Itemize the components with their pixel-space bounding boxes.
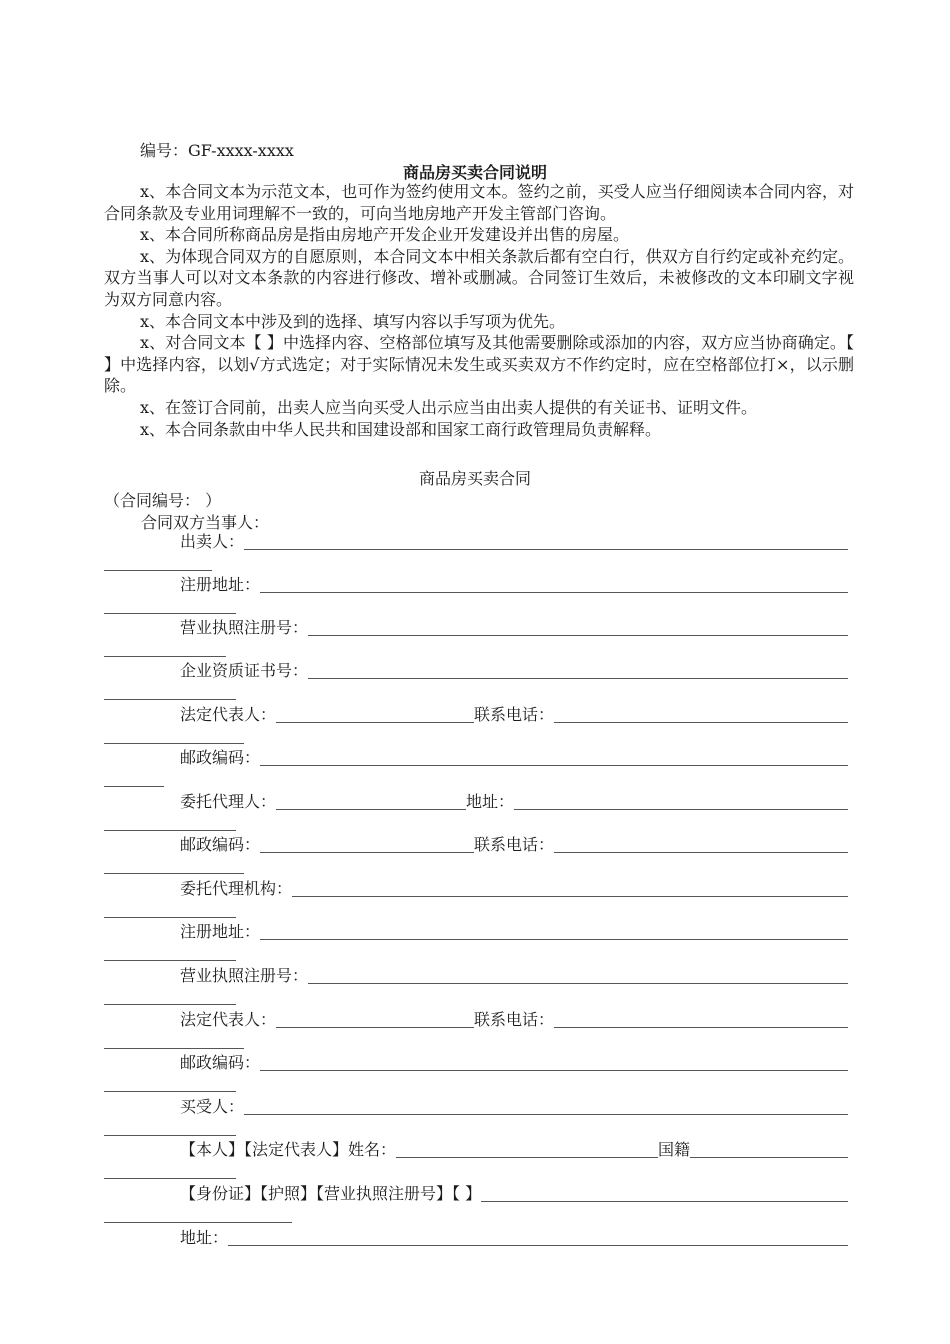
seller-legal-rep-label: 法定代表人： (180, 705, 277, 724)
buyer-name-input[interactable] (396, 1141, 658, 1158)
note-item: x、对合同文本【 】中选择内容、空格部位填写及其他需要删除或添加的内容，双方应当协商确定。【 】中选择内容，以划√方式选定；对于实际情况未发生或买卖双方不作约定时，应在空格部位打×，以示删除。 (104, 333, 854, 396)
seller-license-row (180, 616, 848, 638)
contract-number-field: （合同编号： ） (104, 491, 222, 510)
seller-agent-row (180, 790, 848, 812)
seller-agent-address-label: 地址： (466, 792, 515, 811)
agency-legal-rep-label: 法定代表人： (180, 1010, 277, 1029)
agency-reg-address-input[interactable] (260, 923, 848, 940)
seller-license-input[interactable] (308, 619, 848, 636)
document-number: 编号：GF-xxxx-xxxx (140, 141, 294, 160)
notes-section (104, 181, 854, 440)
seller-legal-rep-phone-label: 联系电话： (474, 705, 555, 724)
seller-label: 出卖人： (180, 532, 245, 551)
seller-qualification-row (180, 659, 848, 681)
buyer-nationality-input[interactable] (690, 1141, 848, 1158)
seller-legal-rep-phone-continuation[interactable] (104, 743, 244, 744)
seller-agent-address-input[interactable] (514, 793, 848, 810)
seller-postcode-label: 邮政编码： (180, 748, 261, 767)
buyer-nationality-label: 国籍 (658, 1140, 691, 1159)
agency-postcode-continuation[interactable] (104, 1091, 236, 1092)
buyer-input[interactable] (244, 1098, 848, 1115)
seller-qualification-label: 企业资质证书号： (180, 661, 309, 680)
seller-agent-address-continuation[interactable] (104, 830, 236, 831)
agency-license-row (180, 964, 848, 986)
seller-postcode-continuation[interactable] (104, 786, 164, 787)
seller-input-continuation[interactable] (104, 570, 212, 571)
seller-postcode-input[interactable] (260, 749, 848, 766)
agency-label: 委托代理机构： (180, 879, 293, 898)
seller-license-label: 营业执照注册号： (180, 618, 309, 637)
seller-agent-postcode-input[interactable] (260, 836, 474, 853)
agency-row (180, 877, 848, 899)
seller-legal-rep-phone-input[interactable] (554, 706, 848, 723)
buyer-name-label: 【本人】【法定代表人】姓名： (180, 1140, 397, 1159)
agency-postcode-input[interactable] (260, 1054, 848, 1071)
contract-title: 商品房买卖合同 (418, 469, 531, 488)
buyer-row (180, 1095, 848, 1117)
seller-agent-phone-input[interactable] (554, 836, 848, 853)
seller-row (180, 530, 848, 552)
buyer-address-row (180, 1226, 848, 1248)
seller-agent-phone-label: 联系电话： (474, 835, 555, 854)
seller-reg-address-row (180, 573, 848, 595)
buyer-id-type-label: 【身份证】【护照】【营业执照注册号】【 】 (180, 1184, 482, 1203)
buyer-continuation[interactable] (104, 1135, 236, 1136)
seller-agent-label: 委托代理人： (180, 792, 277, 811)
note-item: x、本合同条款由中华人民共和国建设部和国家工商行政管理局负责解释。 (140, 419, 662, 439)
agency-license-continuation[interactable] (104, 1004, 236, 1005)
seller-agent-postcode-row (180, 833, 848, 855)
seller-qualification-input[interactable] (308, 662, 848, 679)
seller-reg-address-label: 注册地址： (180, 575, 261, 594)
seller-legal-rep-input[interactable] (276, 706, 474, 723)
agency-license-label: 营业执照注册号： (180, 966, 309, 985)
note-item: x、本合同文本为示范文本，也可作为签约使用文本。签约之前，买受人应当仔细阅读本合同内容，对合同条款及专业用词理解不一致的，可向当地房地产开发主管部门咨询。 (104, 182, 854, 223)
buyer-label: 买受人： (180, 1097, 245, 1116)
parties-heading: 合同双方当事人： (141, 513, 270, 532)
buyer-id-row (180, 1182, 848, 1204)
seller-reg-address-input[interactable] (260, 576, 848, 593)
seller-reg-address-continuation[interactable] (104, 613, 236, 614)
seller-agent-postcode-label: 邮政编码： (180, 835, 261, 854)
note-item: x、在签订合同前，出卖人应当向买受人出示应当由出卖人提供的有关证书、证明文件。 (140, 397, 758, 417)
agency-legal-rep-row (180, 1008, 848, 1030)
agency-reg-address-label: 注册地址： (180, 922, 261, 941)
seller-postcode-row (180, 746, 848, 768)
seller-qualification-continuation[interactable] (104, 699, 236, 700)
agency-input[interactable] (292, 880, 848, 897)
note-item: x、本合同文本中涉及到的选择、填写内容以手写项为优先。 (140, 311, 566, 331)
buyer-address-label: 地址： (180, 1228, 229, 1247)
buyer-name-row (180, 1138, 848, 1160)
seller-agent-phone-continuation[interactable] (104, 873, 244, 874)
note-item: x、本合同所称商品房是指由房地产开发企业开发建设并出售的房屋。 (140, 225, 630, 245)
agency-continuation[interactable] (104, 917, 236, 918)
agency-legal-rep-phone-continuation[interactable] (104, 1048, 244, 1049)
agency-reg-address-continuation[interactable] (104, 960, 236, 961)
buyer-address-input[interactable] (228, 1229, 848, 1246)
agency-postcode-label: 邮政编码： (180, 1053, 261, 1072)
agency-legal-rep-input[interactable] (276, 1011, 474, 1028)
agency-license-input[interactable] (308, 967, 848, 984)
notes-title: 商品房买卖合同说明 (402, 163, 547, 182)
seller-input[interactable] (244, 533, 848, 550)
note-item: x、为体现合同双方的自愿原则，本合同文本中相关条款后都有空白行，供双方自行约定或补充约定。双方当事人可以对文本条款的内容进行修改、增补或删减。合同签订生效后，未被修改的文本印刷文字视为双方同意内容。 (104, 246, 854, 309)
buyer-id-input[interactable] (481, 1185, 848, 1202)
agency-reg-address-row (180, 920, 848, 942)
agency-postcode-row (180, 1051, 848, 1073)
agency-legal-rep-phone-label: 联系电话： (474, 1010, 555, 1029)
seller-agent-input[interactable] (276, 793, 466, 810)
agency-legal-rep-phone-input[interactable] (554, 1011, 848, 1028)
seller-legal-rep-row (180, 703, 848, 725)
buyer-nationality-continuation[interactable] (104, 1178, 236, 1179)
seller-license-continuation[interactable] (104, 656, 226, 657)
buyer-id-continuation[interactable] (104, 1222, 292, 1223)
